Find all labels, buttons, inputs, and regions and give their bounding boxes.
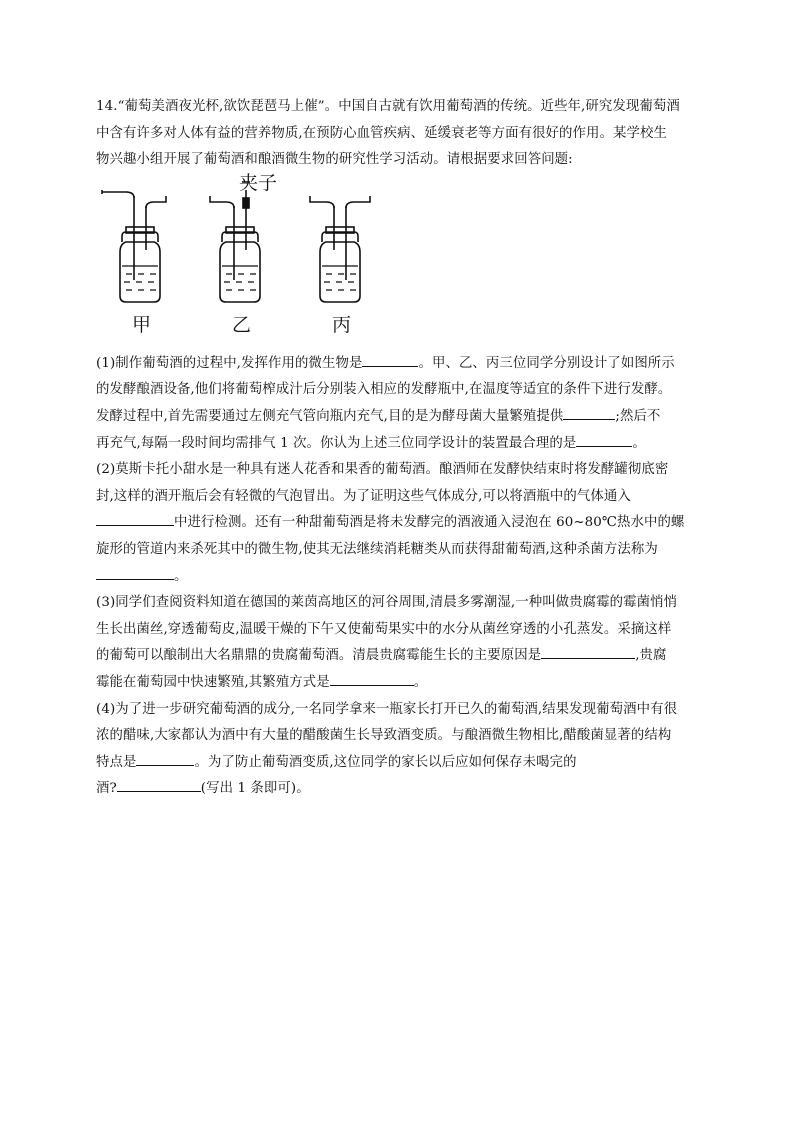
q4-text-f: (写出 1 条即可)。 xyxy=(200,781,310,797)
intro-line-3: 物兴趣小组开展了葡萄酒和酿酒微生物的研究性学习活动。请根据要求回答问题: xyxy=(96,152,573,168)
q2-text-d: 旋形的管道内来杀死其中的微生物,使其无法继续消耗糖类从而获得甜葡萄酒,这种杀菌方法称为 xyxy=(96,541,658,557)
q2-text-c: 中进行检测。还有一种甜葡萄酒是将未发酵完的酒液通入浸泡在 60~80℃热水中的螺 xyxy=(174,515,685,531)
q1-text-c: 的发酵酿酒设备,他们将葡萄榨成汁后分别装入相应的发酵瓶中,在温度等适宜的条件下进行发酵。 xyxy=(96,382,672,398)
q3-blank-1[interactable] xyxy=(541,644,635,659)
q1-blank-1[interactable] xyxy=(362,352,418,367)
bottle-jia xyxy=(102,190,166,302)
q4-text-d: 。为了防止葡萄酒变质,这位同学的家长以后应如何保存未喝完的 xyxy=(194,754,577,770)
q4-text-b: 浓的醋味,大家都认为酒中有大量的醋酸菌生长导致酒变质。与酿酒微生物相比,醋酸菌显著的结构 xyxy=(96,728,672,744)
intro-line-2: 中含有许多对人体有益的营养物质,在预防心血管疾病、延缓衰老等方面有很好的作用。某学校生 xyxy=(96,125,667,141)
label-yi: 乙 xyxy=(232,313,252,336)
q3-text-a: (3)同学们查阅资料知道在德国的莱茵高地区的河谷周围,清晨多雾潮湿,一种叫做贵腐霉的霉菌悄悄 xyxy=(96,595,678,611)
q3-text-b: 生长出菌丝,穿透葡萄皮,温暖干燥的下午又使葡萄果实中的水分从菌丝穿透的小孔蒸发。采摘这样 xyxy=(96,621,672,637)
question-2 xyxy=(96,457,700,590)
q3-text-e: 霉能在葡萄园中快速繁殖,其繁殖方式是 xyxy=(96,674,330,690)
q2-blank-1[interactable] xyxy=(96,511,174,526)
q1-text-g: 。 xyxy=(632,435,646,451)
q1-text-a: (1)制作葡萄酒的过程中,发挥作用的微生物是 xyxy=(96,355,363,371)
q3-blank-2[interactable] xyxy=(330,671,414,686)
q2-text-e: 。 xyxy=(174,568,188,584)
q4-text-a: (4)为了进一步研究葡萄酒的成分,一名同学拿来一瓶家长打开已久的葡萄酒,结果发现葡萄酒中有很 xyxy=(96,701,678,717)
clip-label: 夹子 xyxy=(239,171,278,194)
q3-text-f: 。 xyxy=(413,674,428,690)
q2-text-b: 封,这样的酒开瓶后会有轻微的气泡冒出。为了证明这些气体成分,可以将酒瓶中的气体通入 xyxy=(96,488,631,504)
question-14 xyxy=(96,94,700,803)
q1-text-e: ;然后不 xyxy=(615,408,661,424)
q1-text-f: 再充气,每隔一段时间均需排气 1 次。你认为上述三位同学设计的装置最合理的是 xyxy=(96,435,577,451)
q4-text-c: 特点是 xyxy=(96,754,137,770)
intro-paragraph xyxy=(96,94,700,174)
bottle-yi xyxy=(210,182,260,302)
q1-text-d: 发酵过程中,首先需要通过左侧充气管向瓶内充气,目的是为酵母菌大量繁殖提供 xyxy=(96,408,564,424)
label-bing: 丙 xyxy=(332,313,352,336)
q3-text-c: 的葡萄可以酿制出大名鼎鼎的贵腐葡萄酒。清晨贵腐霉能生长的主要原因是 xyxy=(96,648,542,664)
q4-blank-2[interactable] xyxy=(117,777,201,792)
q1-blank-2[interactable] xyxy=(563,405,615,420)
question-1 xyxy=(96,351,700,457)
q3-text-d: ,贵腐 xyxy=(635,648,667,664)
intro-line-1: 14.“葡萄美酒夜光杯,欲饮琵琶马上催”。中国自古就有饮用葡萄酒的传统。近些年,研究发现葡萄酒 xyxy=(96,99,680,114)
question-3 xyxy=(96,590,700,696)
bottle-bing xyxy=(310,196,370,302)
q1-blank-3[interactable] xyxy=(576,432,632,447)
q4-text-e: 酒? xyxy=(96,781,117,797)
q4-blank-1[interactable] xyxy=(136,751,194,766)
q2-blank-2[interactable] xyxy=(96,565,174,580)
label-jia: 甲 xyxy=(132,313,152,336)
q1-text-b: 。甲、乙、丙三位同学分别设计了如图所示 xyxy=(418,355,675,371)
fermentation-apparatus-figure xyxy=(98,171,700,351)
question-4 xyxy=(96,697,700,803)
q2-text-a: (2)莫斯卡托小甜水是一种具有迷人花香和果香的葡萄酒。酿酒师在发酵快结束时将发酵罐彻底密 xyxy=(96,462,669,478)
